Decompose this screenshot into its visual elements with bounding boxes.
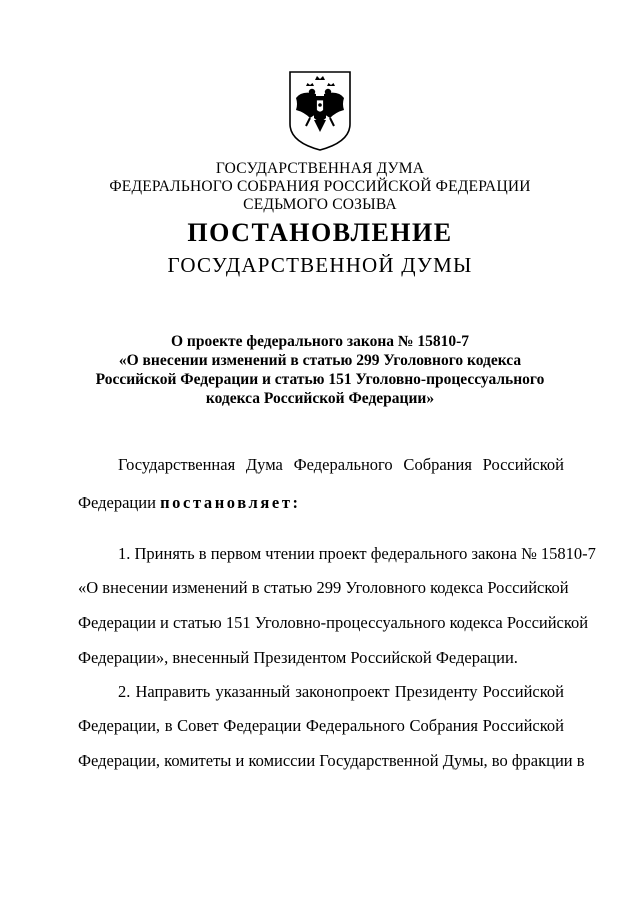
p1-line-2: «О внесении изменений в статью 299 Уголовного кодекса Российской	[78, 578, 569, 597]
intro-line-2-start: Федерации	[78, 493, 156, 512]
header-line-2: ФЕДЕРАЛЬНОГО СОБРАНИЯ РОССИЙСКОЙ ФЕДЕРАЦИИ	[109, 178, 531, 195]
p2-line-1: 2. Направить указанный законопроект Президенту Российской	[118, 682, 564, 701]
subject-line-1: О проекте федерального закона № 15810-7	[170, 333, 469, 350]
subject-line-2: «О внесении изменений в статью 299 Уголовного кодекса	[118, 352, 522, 369]
p1-line-4: Федерации», внесенный Президентом Российской Федерации.	[78, 648, 518, 667]
p1-line-1: 1. Принять в первом чтении проект федерального закона № 15810-7	[118, 544, 596, 563]
intro-line-1: Государственная Дума Федерального Собрания Российской	[118, 455, 564, 474]
p2-line-2: Федерации, в Совет Федерации Федерального Собрания Российской	[78, 716, 564, 735]
intro-spaced-verb: постановляет:	[160, 493, 301, 512]
p1-line-3: Федерации и статью 151 Уголовно-процессуального кодекса Российской	[78, 613, 589, 632]
header-line-1: ГОСУДАРСТВЕННАЯ ДУМА	[215, 160, 425, 177]
document-title: ПОСТАНОВЛЕНИЕ	[187, 218, 453, 247]
russian-coat-of-arms-icon	[288, 70, 352, 152]
subject-line-4: кодекса Российской Федерации»	[205, 390, 435, 407]
p2-line-3: Федерации, комитеты и комиссии Государственной Думы, во фракции в	[78, 751, 585, 770]
document-subtitle: ГОСУДАРСТВЕННОЙ ДУМЫ	[167, 253, 473, 277]
subject-line-3: Российской Федерации и статью 151 Уголовно-процессуального	[95, 371, 545, 388]
header-line-3: СЕДЬМОГО СОЗЫВА	[243, 196, 397, 213]
intro-line-2	[78, 493, 564, 513]
